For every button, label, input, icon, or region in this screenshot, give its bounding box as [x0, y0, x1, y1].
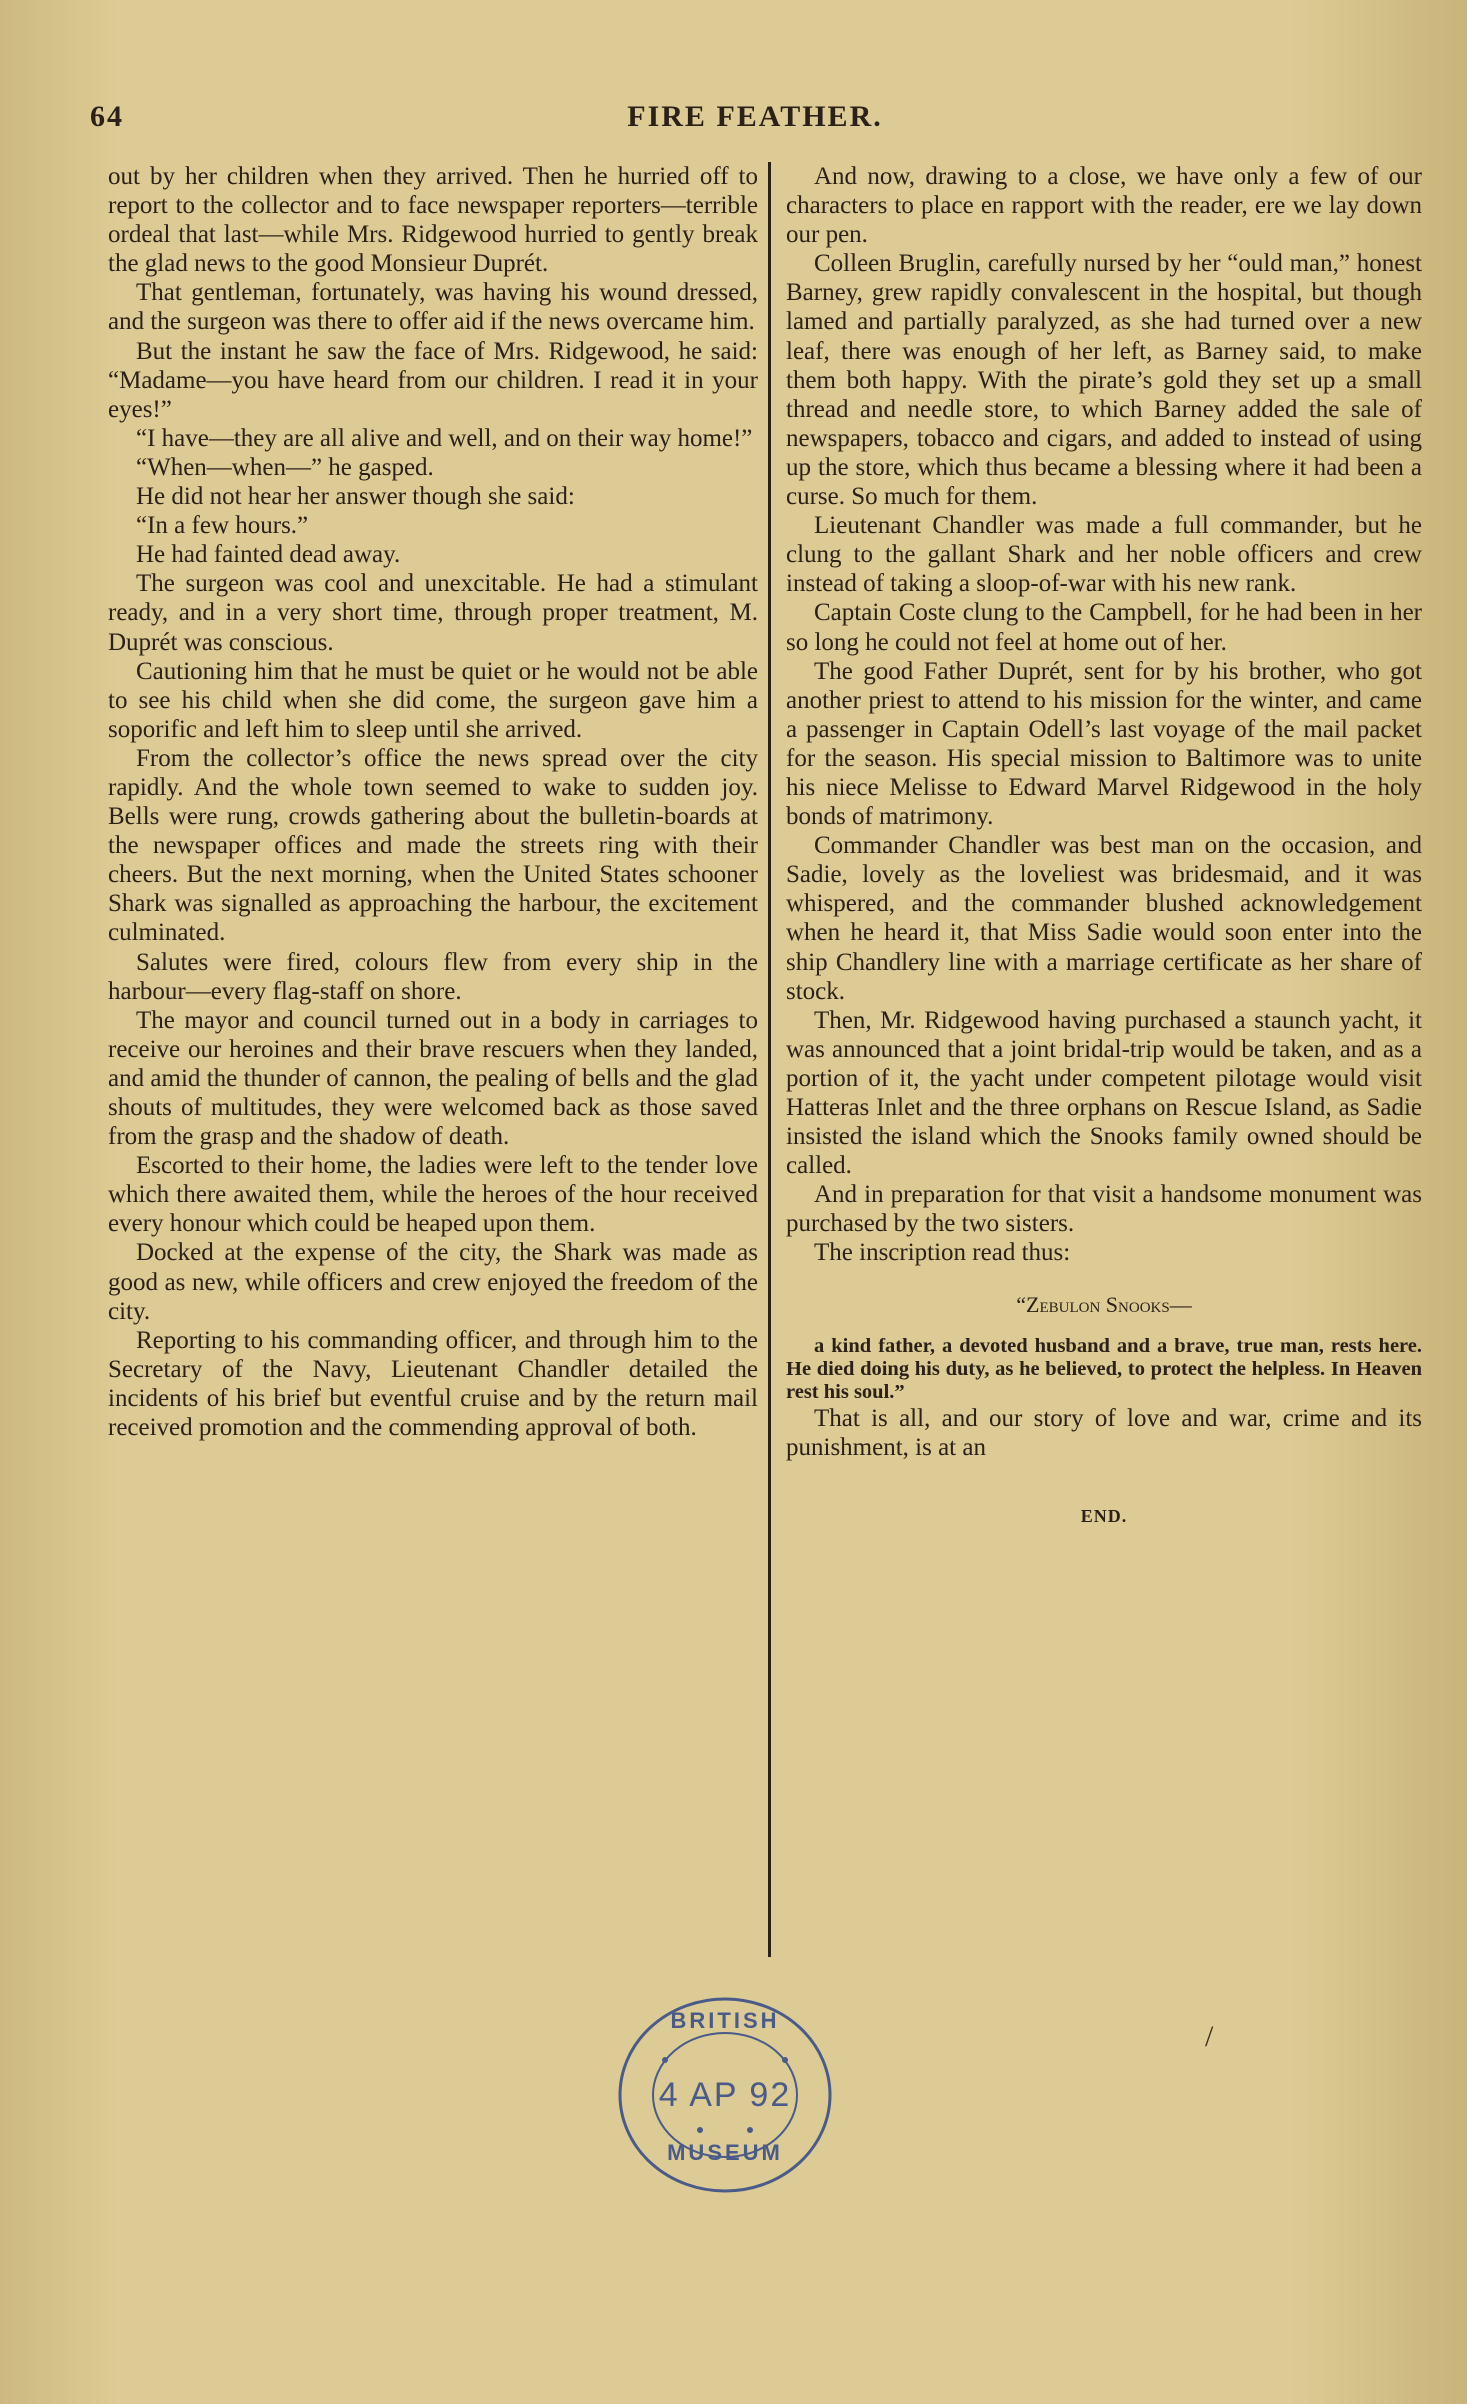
paragraph: And in preparation for that visit a handsome monument was purchased by the two sisters. [786, 1181, 1422, 1238]
epitaph-heading: “Zebulon Snooks— [1016, 1291, 1192, 1317]
right-column-paragraphs [786, 162, 1422, 1268]
library-stamp [610, 1990, 840, 2200]
paragraph: The surgeon was cool and unexcitable. He had a stimulant ready, and in a very short time, through proper treatment, M. Duprét was conscious. [108, 570, 758, 656]
paragraph: And now, drawing to a close, we have only a few of our characters to place en rapport with the reader, ere we lay down our pen. [786, 163, 1422, 249]
paragraph: Cautioning him that he must be quiet or he would not be able to see his child when she did come, the surgeon gave him a soporific and left him to sleep until she arrived. [108, 657, 758, 743]
paragraph: That gentleman, fortunately, was having his wound dressed, and the surgeon was there to offer aid if the news overcame him. [108, 279, 758, 336]
paragraph: Lieutenant Chandler was made a full commander, but he clung to the gallant Shark and her noble officers and crew instead of taking a sloop-of-war with his new rank. [786, 512, 1422, 598]
paragraph: The mayor and council turned out in a body in carriages to receive our heroines and their brave rescuers when they landed, and amid the thunder of cannon, the pealing of bells and the glad shouts of multitudes, they were welcomed back as those saved from the grasp and the shadow of death. [108, 1006, 758, 1151]
paragraph: Reporting to his commanding officer, and through him to the Secretary of the Navy, Lieutenant Chandler detailed the incidents of his brief but eventful cruise and by the return mail received promotion and the commending approval of both. [108, 1326, 758, 1442]
left-column [108, 162, 758, 1442]
paragraph: Then, Mr. Ridgewood having purchased a staunch yacht, it was announced that a joint bridal-trip would be taken, and as a portion of it, the yacht under competent pilotage would visit Hatteras Inlet and the three orphans on Rescue Island, as Sadie insisted the island which the Snooks family owned should be called. [786, 1006, 1422, 1180]
paragraph: He had fainted dead away. [136, 541, 401, 569]
paragraph: “I have—they are all alive and well, and on their way home!” [136, 424, 753, 452]
paragraph: Captain Coste clung to the Campbell, for he had been in her so long he could not feel at home out of her. [786, 599, 1422, 656]
stamp-date: 4 AP 92 [658, 2076, 792, 2114]
paragraph: out by her children when they arrived. Then he hurried off to report to the collector and to face newspaper reporters—terrible ordeal that last—while Mrs. Ridgewood hurried to gently break the glad news to the good Monsieur Duprét. [108, 163, 758, 278]
paragraph: He did not hear her answer though she said: [136, 483, 575, 511]
right-column [786, 162, 1422, 1531]
closing-paragraph: That is all, and our story of love and war, crime and its punishment, is at an [786, 1404, 1422, 1461]
stamp-top-text: BRITISH [670, 2008, 780, 2033]
paragraph: “In a few hours.” [136, 512, 309, 540]
epitaph-text: a kind father, a devoted husband and a brave, true man, rests here. He died doing his duty, as he believed, to protect the helpless. In Heaven rest his soul.” [786, 1334, 1422, 1403]
page-number: 64 [90, 100, 124, 133]
stamp-bottom-text: MUSEUM [667, 2140, 783, 2165]
paragraph: Commander Chandler was best man on the occasion, and Sadie, lovely as the loveliest was bridesmaid, and it was whispered, and the commander blushed acknowledgement when he heard it, that Miss Sadie would soon enter into the ship Chandlery line with a marriage certificate as her share of stock. [786, 832, 1422, 1005]
paragraph: Docked at the expense of the city, the Shark was made as good as new, while officers and crew enjoyed the freedom of the city. [108, 1239, 758, 1325]
page-title: FIRE FEATHER. [627, 100, 883, 133]
pencil-slash-mark: / [1205, 2020, 1214, 2053]
paragraph: From the collector’s office the news spread over the city rapidly. And the whole town seemed to wake to sudden joy. Bells were rung, crowds gathering about the bulletin-boards at the newspaper offices and made the streets ring with their cheers. But the next morning, when the United States schooner Shark was signalled as approaching the harbour, the excitement culminated. [108, 744, 758, 947]
paragraph: The inscription read thus: [814, 1239, 1071, 1267]
end-mark: END. [1080, 1505, 1128, 1526]
paragraph: The good Father Duprét, sent for by his brother, who got another priest to attend to his mission for the winter, and came a passenger in Captain Odell’s last voyage of the mail packet for the season. His special mission to Baltimore was to unite his niece Melisse to Edward Marvel Ridgewood in the holy bonds of matrimony. [786, 657, 1422, 831]
column-divider [768, 162, 771, 1957]
running-header [90, 100, 1420, 140]
paragraph: But the instant he saw the face of Mrs. Ridgewood, he said: “Madame—you have heard from our children. I read it in your eyes!” [108, 337, 758, 423]
paragraph: Escorted to their home, the ladies were left to the tender love which there awaited them, while the heroes of the hour received every honour which could be heaped upon them. [108, 1152, 758, 1238]
paragraph: “When—when—” he gasped. [136, 453, 434, 481]
paragraph: Salutes were fired, colours flew from every ship in the harbour—every flag-staff on shore. [108, 948, 758, 1005]
paragraph: Colleen Bruglin, carefully nursed by her “ould man,” honest Barney, grew rapidly convalescent in the hospital, but though lamed and partially paralyzed, as she had turned over a new leaf, there was enough of her left, as Barney said, to make them both happy. With the pirate’s gold they set up a small thread and needle store, to which Barney added the sale of newspapers, tobacco and cigars, and added to instead of using up the store, which thus became a blessing where it had been a curse. So much for them. [786, 250, 1422, 511]
